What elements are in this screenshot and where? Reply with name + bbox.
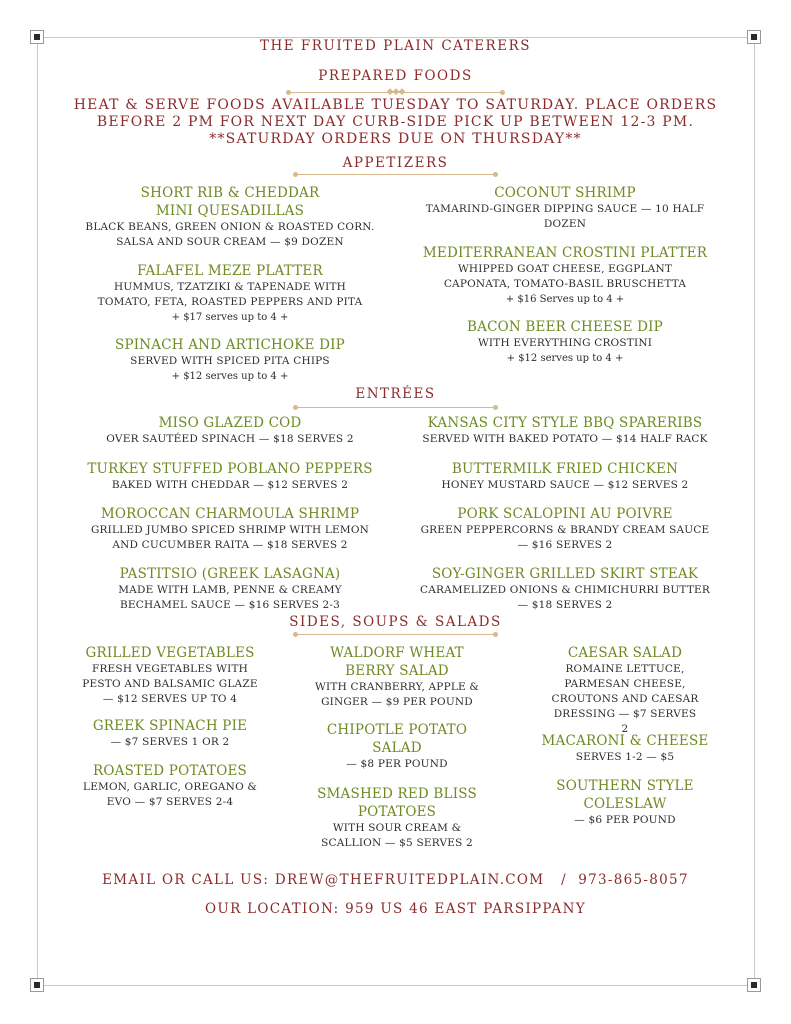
corner-ornament-icon: [30, 978, 44, 992]
item-name: COCONUT SHRIMP: [494, 185, 636, 201]
corner-ornament-icon: [747, 978, 761, 992]
divider-sides: [295, 634, 496, 635]
intro-line: **SATURDAY ORDERS DUE ON THURSDAY**: [209, 131, 582, 147]
item-name: ROASTED POTATOES: [92, 763, 247, 779]
menu-item: [70, 762, 270, 810]
menu-item: [80, 336, 380, 384]
item-desc: BLACK BEANS, GREEN ONION & ROASTED CORN. SALSA AND SOUR CREAM — $9 DOZEN: [85, 221, 375, 248]
menu-item: [525, 777, 725, 828]
item-name: PASTITSIO (GREEK LASAGNA): [119, 566, 341, 582]
item-name: KANSAS CITY STYLE BBQ SPARERIBS: [427, 415, 703, 431]
menu-item: [525, 732, 725, 765]
item-desc: FRESH VEGETABLES WITH PESTO AND BALSAMIC GLAZE — $12 SERVES UP TO 4: [82, 663, 258, 705]
item-desc: WITH SOUR CREAM & SCALLION — $5 SERVES 2: [321, 822, 473, 849]
menu-item: [75, 505, 385, 553]
menu-item: [75, 414, 385, 447]
item-price: + $16 Serves up to 4 +: [505, 294, 625, 305]
menu-item: [415, 184, 715, 232]
item-desc: — $7 SERVES 1 OR 2: [110, 736, 230, 748]
intro-line: BEFORE 2 PM FOR NEXT DAY CURB-SIDE PICK UP BETWEEN 12-3 PM.: [96, 114, 695, 130]
item-desc: HUMMUS, TZATZIKI & TAPENADE WITH TOMATO, FETA, ROASTED PEPPERS AND PITA: [97, 281, 363, 308]
menu-item: [415, 318, 715, 366]
intro-line: HEAT & SERVE FOODS AVAILABLE TUESDAY TO SATURDAY. PLACE ORDERS: [73, 97, 718, 113]
frame-left-line: [37, 37, 38, 985]
item-name: BUTTERMILK FRIED CHICKEN: [451, 461, 679, 477]
item-desc: BAKED WITH CHEDDAR — $12 SERVES 2: [111, 479, 349, 491]
item-name: GREEK SPINACH PIE: [92, 718, 248, 734]
item-desc: TAMARIND-GINGER DIPPING SAUCE — 10 HALF DOZEN: [425, 203, 705, 230]
menu-item: [525, 644, 725, 737]
menu-item: [70, 717, 270, 750]
divider-appetizers: [295, 174, 496, 175]
item-desc: SERVED WITH SPICED PITA CHIPS: [130, 355, 330, 367]
menu-item: [75, 460, 385, 493]
item-desc: SERVES 1-2 — $5: [575, 751, 675, 763]
item-desc: CARAMELIZED ONIONS & CHIMICHURRI BUTTER — $18 SERVES 2: [419, 584, 711, 611]
item-name: PORK SCALOPINI AU POIVRE: [457, 506, 673, 522]
item-name: BACON BEER CHEESE DIP: [467, 319, 663, 335]
item-desc: — $6 PER POUND: [574, 814, 676, 826]
item-price: + $12 serves up to 4 +: [171, 371, 289, 382]
item-desc: MADE WITH LAMB, PENNE & CREAMY BECHAMEL SAUCE — $16 SERVES 2-3: [118, 584, 342, 611]
item-name: CAESAR SALAD: [567, 645, 683, 661]
item-desc: ROMAINE LETTUCE, PARMESAN CHEESE, CROUTONS AND CAESAR DRESSING — $7 SERVES 2: [551, 663, 699, 735]
item-desc: HONEY MUSTARD SAUCE — $12 SERVES 2: [441, 479, 689, 491]
menu-item: [80, 262, 380, 325]
section-title-sides: SIDES, SOUPS & SALADS: [289, 614, 502, 630]
item-name: SOY-GINGER GRILLED SKIRT STEAK: [431, 566, 699, 582]
menu-item: [410, 565, 720, 613]
menu-item: [70, 644, 270, 707]
menu-item: [410, 460, 720, 493]
section-title-appetizers: APPETIZERS: [342, 155, 449, 171]
menu-item: [297, 644, 497, 710]
frame-right-line: [754, 37, 755, 985]
menu-item: [297, 785, 497, 851]
item-desc: WITH CRANBERRY, APPLE & GINGER — $9 PER POUND: [315, 681, 479, 708]
item-name: SMASHED RED BLISS POTATOES: [317, 786, 477, 820]
section-title-entrees: ENTRÉES: [355, 386, 436, 402]
menu-item: [415, 244, 715, 307]
menu-item: [410, 414, 720, 447]
item-desc: LEMON, GARLIC, OREGANO & EVO — $7 SERVES 2-4: [83, 781, 257, 808]
item-price: + $12 serves up to 4 +: [506, 353, 624, 364]
item-name: FALAFEL MEZE PLATTER: [137, 263, 323, 279]
item-desc: WITH EVERYTHING CROSTINI: [477, 337, 653, 349]
item-name: MISO GLAZED COD: [158, 415, 302, 431]
menu-item: [75, 565, 385, 613]
item-desc: OVER SAUTÉED SPINACH — $18 SERVES 2: [106, 433, 354, 445]
menu-item: [297, 721, 497, 772]
divider-prepared: [288, 87, 503, 97]
item-desc: SERVED WITH BAKED POTATO — $14 HALF RACK: [422, 433, 708, 445]
item-name: WALDORF WHEAT BERRY SALAD: [330, 645, 464, 679]
item-name: MACARONI & CHEESE: [541, 733, 709, 749]
menu-item: [80, 184, 380, 250]
intro-text: [0, 97, 791, 148]
item-name: GRILLED VEGETABLES: [85, 645, 255, 661]
item-name: TURKEY STUFFED POBLANO PEPPERS: [87, 461, 373, 477]
company-name: THE FRUITED PLAIN CATERERS: [259, 38, 531, 54]
menu-item: [410, 505, 720, 553]
item-name: SPINACH AND ARTICHOKE DIP: [115, 337, 345, 353]
item-name: SHORT RIB & CHEDDAR MINI QUESADILLAS: [140, 185, 320, 219]
diamond-ornament-icon: ◆◆◆: [386, 87, 405, 97]
item-desc: GREEN PEPPERCORNS & BRANDY CREAM SAUCE — $16 SERVES 2: [420, 524, 710, 551]
item-name: CHIPOTLE POTATO SALAD: [326, 722, 468, 756]
item-price: + $17 serves up to 4 +: [171, 312, 289, 323]
divider-entrees: [295, 407, 496, 408]
item-desc: WHIPPED GOAT CHEESE, EGGPLANT CAPONATA, TOMATO-BASIL BRUSCHETTA: [443, 263, 687, 290]
item-desc: — $8 PER POUND: [346, 758, 448, 770]
location-line: OUR LOCATION: 959 US 46 EAST PARSIPPANY: [205, 901, 586, 917]
item-name: MOROCCAN CHARMOULA SHRIMP: [100, 506, 360, 522]
item-name: SOUTHERN STYLE COLESLAW: [556, 778, 694, 812]
item-desc: GRILLED JUMBO SPICED SHRIMP WITH LEMON AND CUCUMBER RAITA — $18 SERVES 2: [90, 524, 370, 551]
contact-line: EMAIL OR CALL US: DREW@THEFRUITEDPLAIN.COM / 973-865-8057: [102, 872, 689, 888]
frame-bottom-line: [37, 985, 754, 986]
section-title-prepared-foods: PREPARED FOODS: [318, 68, 473, 84]
item-name: MEDITERRANEAN CROSTINI PLATTER: [422, 245, 708, 261]
